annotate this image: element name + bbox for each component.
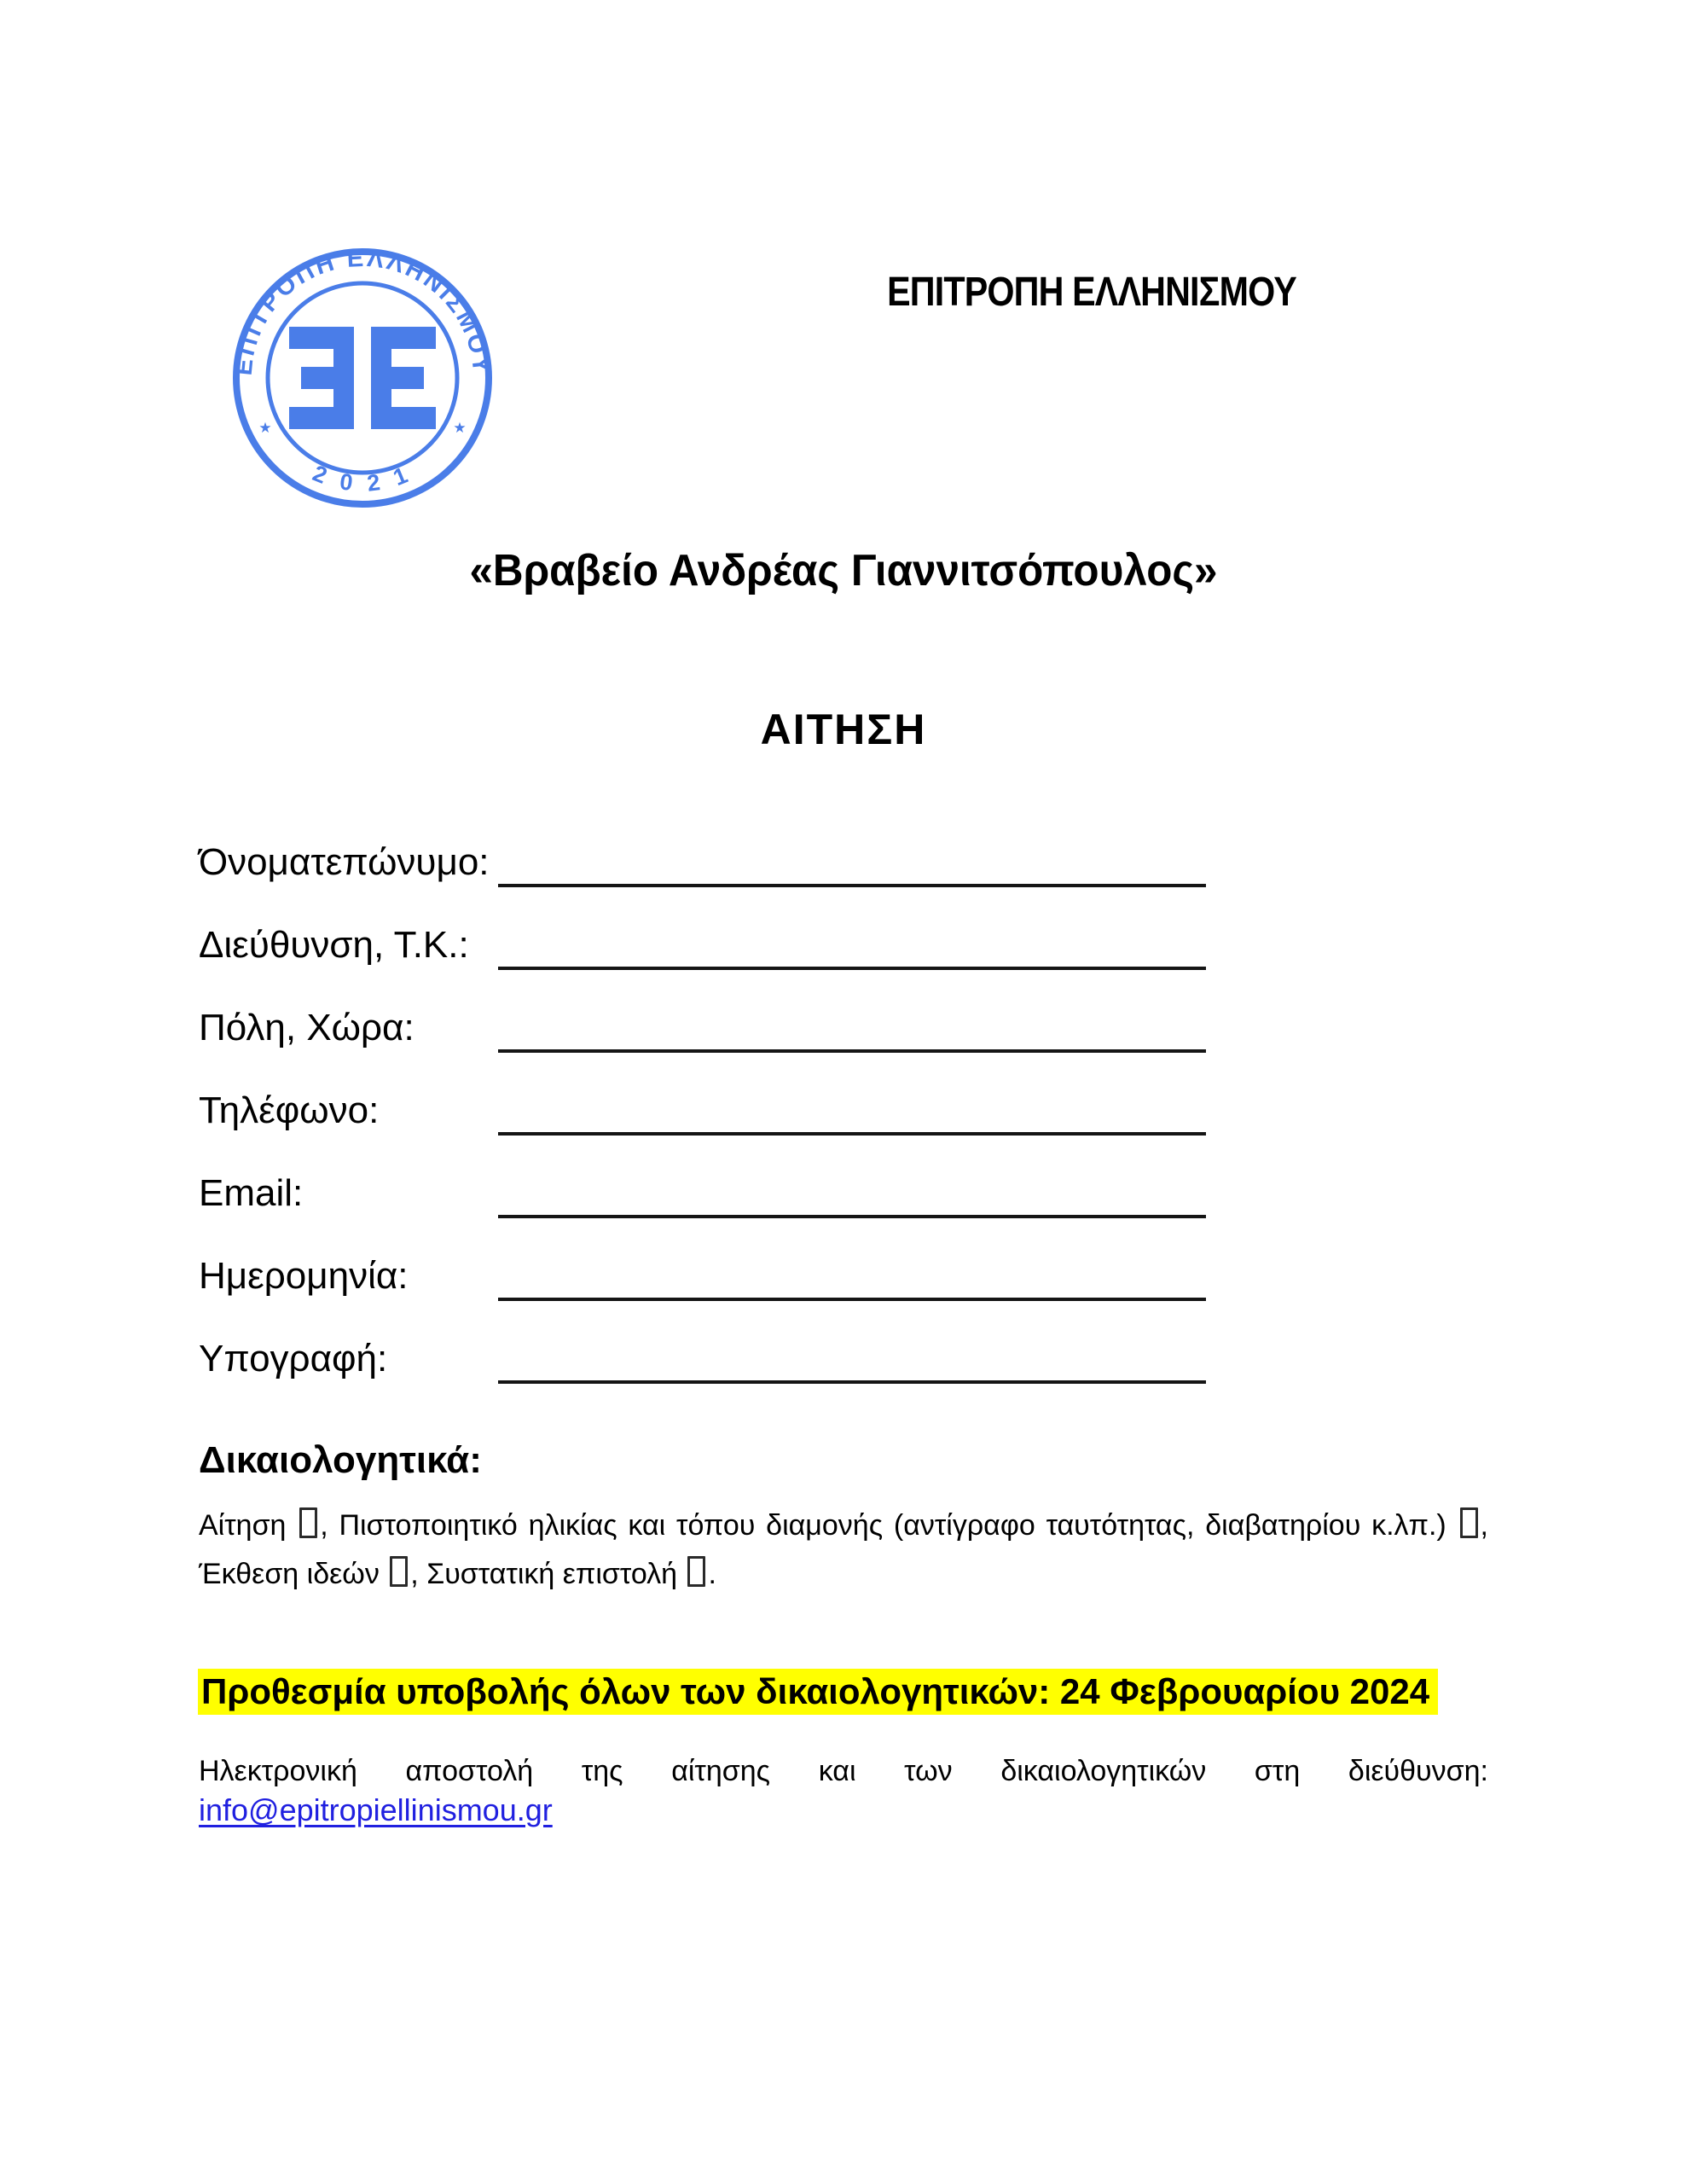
seal-year-text: 2 0 2 1	[309, 460, 416, 497]
field-line-email	[498, 1215, 1206, 1218]
seal-ring-text: ΕΠΙΤΡΟΠΗ ΕΛΛΗΝΙΣΜΟΥ	[229, 244, 496, 377]
submission-email-link[interactable]: info@epitropiellinismou.gr	[199, 1792, 553, 1827]
field-label-signature: Υπογραφή:	[199, 1338, 388, 1380]
missing-glyph-box	[1460, 1507, 1478, 1538]
field-line-address	[498, 967, 1206, 970]
field-label-address: Διεύθυνση, Τ.Κ.:	[199, 924, 469, 966]
submission-line-1: Ηλεκτρονική αποστολή της αίτησης και των δικαιολογητικών στη διεύθυνση:	[199, 1755, 1488, 1787]
field-label-phone: Τηλέφωνο:	[199, 1089, 380, 1131]
seal-star-right-icon: ★	[453, 420, 467, 436]
award-title: «Βραβείο Ανδρέας Γιαννιτσόπουλος»	[469, 546, 1218, 595]
field-line-fullname	[498, 884, 1206, 887]
documents-heading: Δικαιολογητικά:	[199, 1439, 482, 1481]
missing-glyph-box	[687, 1556, 705, 1587]
missing-glyph-box	[390, 1556, 408, 1587]
seal-star-left-icon: ★	[258, 420, 272, 436]
deadline-highlight: Προθεσμία υποβολής όλων των δικαιολογητικών: 24 Φεβρουαρίου 2024	[198, 1669, 1438, 1715]
missing-glyph-box	[299, 1507, 317, 1538]
field-label-date: Ημερομηνία:	[199, 1255, 409, 1297]
field-label-fullname: Όνοματεπώνυμο:	[199, 841, 490, 883]
documents-line-1: Αίτηση , Πιστοποιητικό ηλικίας και τόπου διαμονής (αντίγραφο ταυτότητας, διαβατηρίου κ.λπ.) ,	[199, 1509, 1488, 1542]
field-label-email: Email:	[199, 1172, 304, 1214]
documents-paragraph	[199, 1502, 1488, 1599]
submission-paragraph	[199, 1747, 1488, 1796]
committee-seal-logo	[226, 241, 499, 514]
field-line-signature	[498, 1380, 1206, 1384]
field-line-city-country	[498, 1049, 1206, 1053]
seal-inner-ring	[268, 283, 457, 473]
field-label-city-country: Πόλη, Χώρα:	[199, 1007, 415, 1048]
organization-title: ΕΠΙΤΡΟΠΗ ΕΛΛΗΝΙΣΜΟΥ	[887, 270, 1296, 315]
form-title: ΑΙΤΗΣΗ	[760, 706, 927, 753]
field-line-phone	[498, 1132, 1206, 1136]
field-line-date	[498, 1298, 1206, 1301]
documents-line-2: Έκθεση ιδεών , Συστατική επιστολή .	[199, 1558, 716, 1590]
seal-monogram-icon	[289, 327, 436, 429]
